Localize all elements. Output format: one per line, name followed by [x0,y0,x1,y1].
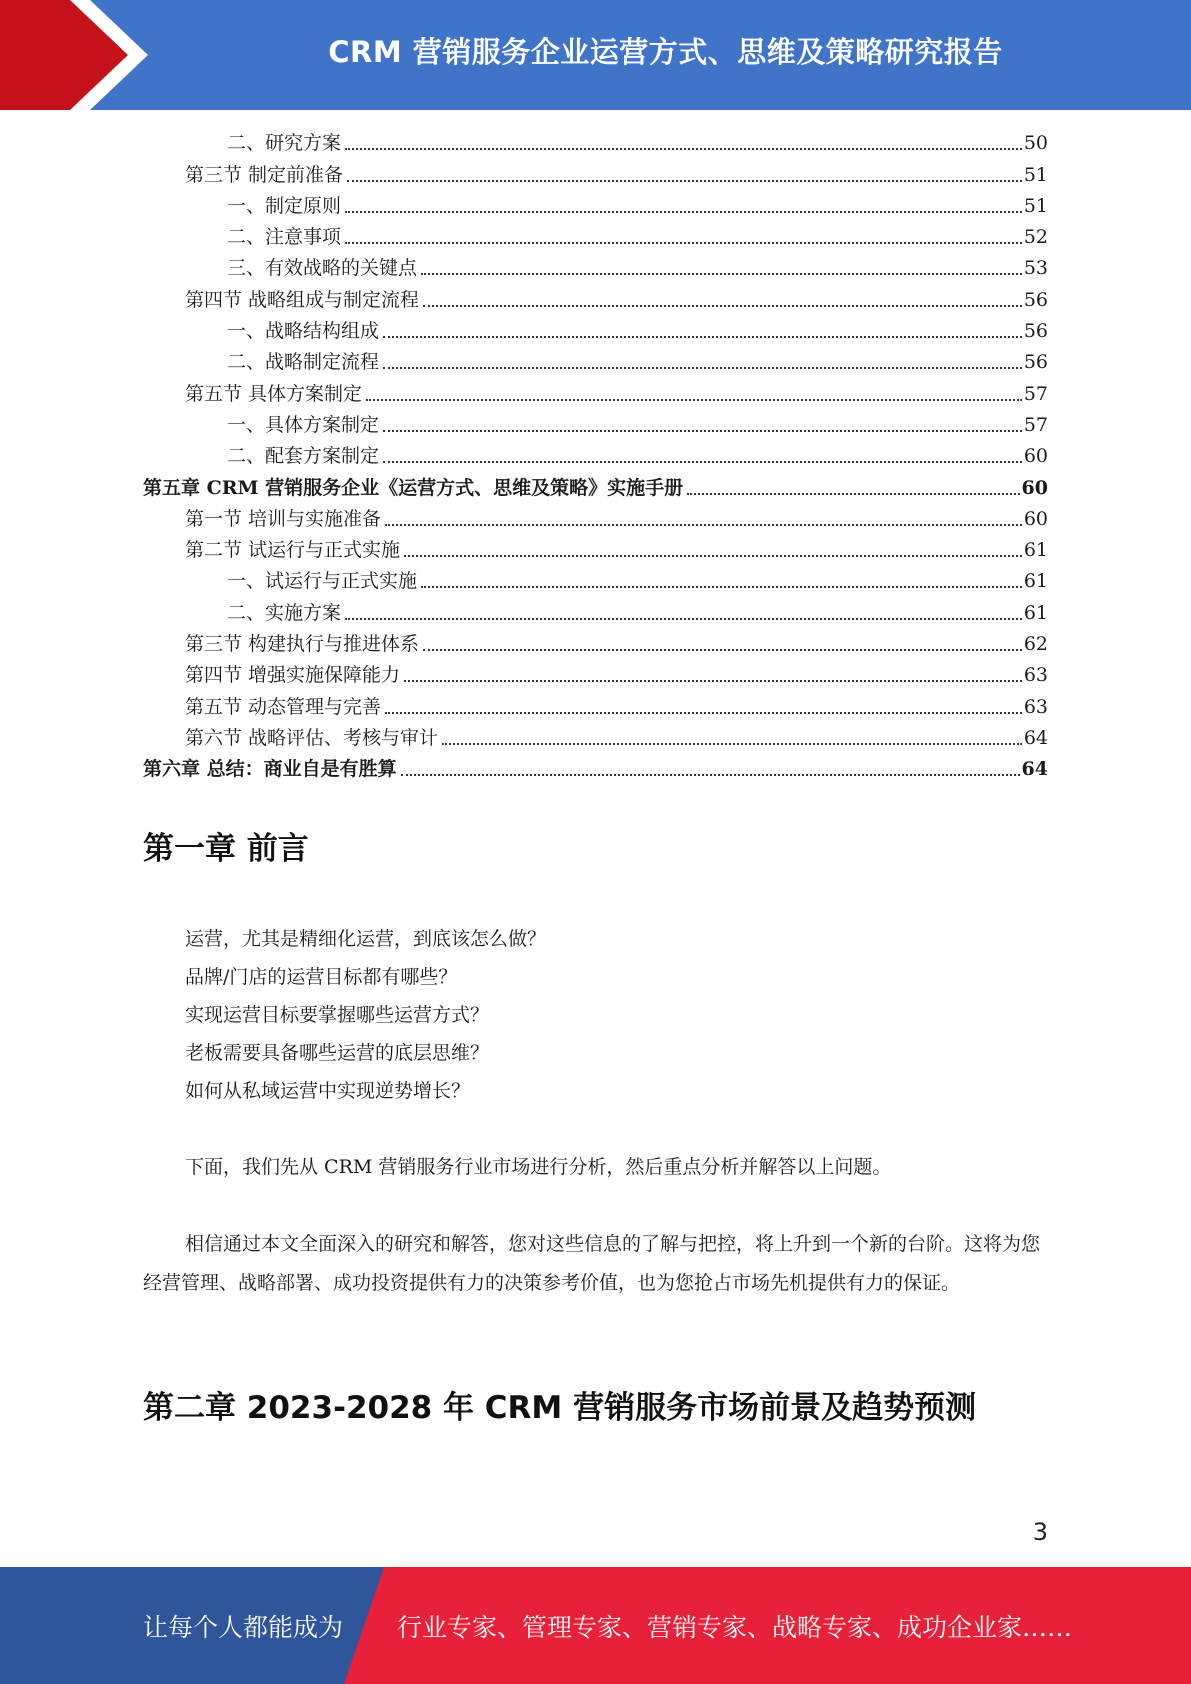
toc-leader-dots [442,743,1022,745]
toc-entry-page: 60 [1021,476,1048,499]
toc-entry[interactable] [143,191,1048,222]
toc-entry[interactable] [143,472,1048,503]
toc-entry-page: 60 [1023,507,1048,530]
toc-entry-label: 一、试运行与正式实施 [227,570,418,593]
question-item: 实现运营目标要掌握哪些运营方式？ [185,1004,490,1026]
toc-entry-page: 60 [1023,445,1048,468]
toc-entry[interactable] [143,347,1048,378]
toc-entry-label: 二、配套方案制定 [227,445,380,468]
question-item: 运营，尤其是精细化运营，到底该怎么做？ [185,928,547,950]
toc-leader-dots [383,430,1022,432]
toc-leader-dots [383,461,1022,463]
toc-entry[interactable] [143,566,1048,597]
toc-leader-dots [687,493,1019,495]
toc-leader-dots [385,712,1022,714]
toc-entry-label: 第四节 增强实施保障能力 [185,664,401,687]
toc-entry[interactable] [143,284,1048,315]
toc-leader-dots [345,618,1022,620]
toc-entry-page: 64 [1023,726,1048,749]
toc-entry-page: 53 [1023,257,1048,280]
toc-leader-dots [366,399,1022,401]
toc-entry-page: 57 [1023,382,1048,405]
toc-entry[interactable] [143,504,1048,535]
toc-entry-page: 52 [1023,226,1048,249]
toc-leader-dots [345,211,1022,213]
toc-entry[interactable] [143,660,1048,691]
toc-entry[interactable] [143,128,1048,159]
toc-entry-label: 二、研究方案 [227,132,342,155]
report-title: CRM 营销服务企业运营方式、思维及策略研究报告 [328,34,1003,69]
question-list [185,920,546,1110]
toc-entry-label: 第六节 战略评估、考核与审计 [185,726,439,749]
toc-entry-page: 62 [1023,633,1048,656]
footer-slogan-left: 让每个人都能成为 [143,1612,344,1642]
toc-leader-dots [401,774,1020,776]
toc-leader-dots [345,242,1022,244]
toc-leader-dots [404,680,1022,682]
header-arrow-decoration [0,0,150,110]
page-number: 3 [1032,1518,1048,1546]
intro-paragraph: 下面，我们先从 CRM 营销服务行业市场进行分析，然后重点分析并解答以上问题。 [185,1156,892,1178]
toc-entry-label: 一、制定原则 [227,194,342,217]
toc-entry-label: 一、战略结构组成 [227,320,380,343]
toc-entry-label: 第五章 CRM 营销服务企业《运营方式、思维及策略》实施手册 [143,476,684,499]
toc-entry-page: 63 [1023,695,1048,718]
toc-entry-page: 61 [1023,570,1048,593]
toc-entry-page: 64 [1021,758,1048,781]
question-item: 如何从私域运营中实现逆势增长？ [185,1080,471,1102]
toc-leader-dots [423,305,1022,307]
toc-entry-page: 57 [1023,413,1048,436]
toc-entry-page: 63 [1023,664,1048,687]
toc-entry-label: 第二节 试运行与正式实施 [185,539,401,562]
toc-entry-label: 三、有效战略的关键点 [227,257,418,280]
footer-banner [0,1567,1191,1684]
footer-slogan-right: 行业专家、管理专家、营销专家、战略专家、成功企业家…… [397,1612,1073,1642]
toc-entry[interactable] [143,754,1048,785]
toc-leader-dots [347,180,1022,182]
header-banner [0,0,1191,110]
toc-entry-label: 二、战略制定流程 [227,351,380,374]
toc-entry-label: 第五节 动态管理与完善 [185,695,382,718]
toc-entry[interactable] [143,597,1048,628]
toc-leader-dots [383,367,1022,369]
toc-entry-page: 61 [1023,601,1048,624]
toc-entry[interactable] [143,159,1048,190]
toc-leader-dots [345,148,1022,150]
toc-entry[interactable] [143,253,1048,284]
toc-entry-label: 二、实施方案 [227,601,342,624]
toc-leader-dots [404,555,1022,557]
toc-entry-label: 第四节 战略组成与制定流程 [185,288,420,311]
toc-leader-dots [423,649,1022,651]
toc-entry[interactable] [143,316,1048,347]
toc-entry-label: 第六章 总结：商业自是有胜算 [143,758,397,781]
toc-entry-label: 第一节 培训与实施准备 [185,507,382,530]
toc-entry[interactable] [143,441,1048,472]
toc-leader-dots [421,273,1022,275]
question-item: 品牌/门店的运营目标都有哪些？ [185,966,458,988]
toc-entry-label: 第三节 制定前准备 [185,163,344,186]
summary-paragraph: 相信通过本文全面深入的研究和解答，您对这些信息的了解与把控，将上升到一个新的台阶。这将为您经营管理、战略部署、成功投资提供有力的决策参考价值，也为您抢占市场先机提供有力的保证。 [143,1233,1041,1294]
toc-entry[interactable] [143,410,1048,441]
toc-entry[interactable] [143,535,1048,566]
toc-entry-page: 56 [1023,351,1048,374]
toc-leader-dots [421,586,1022,588]
toc-entry-page: 51 [1023,163,1048,186]
chapter-2-heading: 第二章 2023-2028 年 CRM 营销服务市场前景及趋势预测 [143,1390,977,1426]
table-of-contents [143,128,1048,785]
toc-entry[interactable] [143,691,1048,722]
toc-entry-label: 第三节 构建执行与推进体系 [185,633,420,656]
toc-leader-dots [383,336,1022,338]
toc-entry[interactable] [143,378,1048,409]
toc-entry[interactable] [143,629,1048,660]
toc-entry-page: 61 [1023,539,1048,562]
toc-entry-page: 50 [1023,132,1048,155]
toc-entry[interactable] [143,723,1048,754]
toc-entry-page: 51 [1023,194,1048,217]
toc-entry-label: 一、具体方案制定 [227,413,380,436]
toc-entry-label: 第五节 具体方案制定 [185,382,363,405]
chapter-1-heading: 第一章 前言 [143,831,309,867]
toc-entry-page: 56 [1023,288,1048,311]
toc-leader-dots [385,524,1022,526]
toc-entry-label: 二、注意事项 [227,226,342,249]
question-item: 老板需要具备哪些运营的底层思维？ [185,1042,490,1064]
toc-entry-page: 56 [1023,320,1048,343]
toc-entry[interactable] [143,222,1048,253]
